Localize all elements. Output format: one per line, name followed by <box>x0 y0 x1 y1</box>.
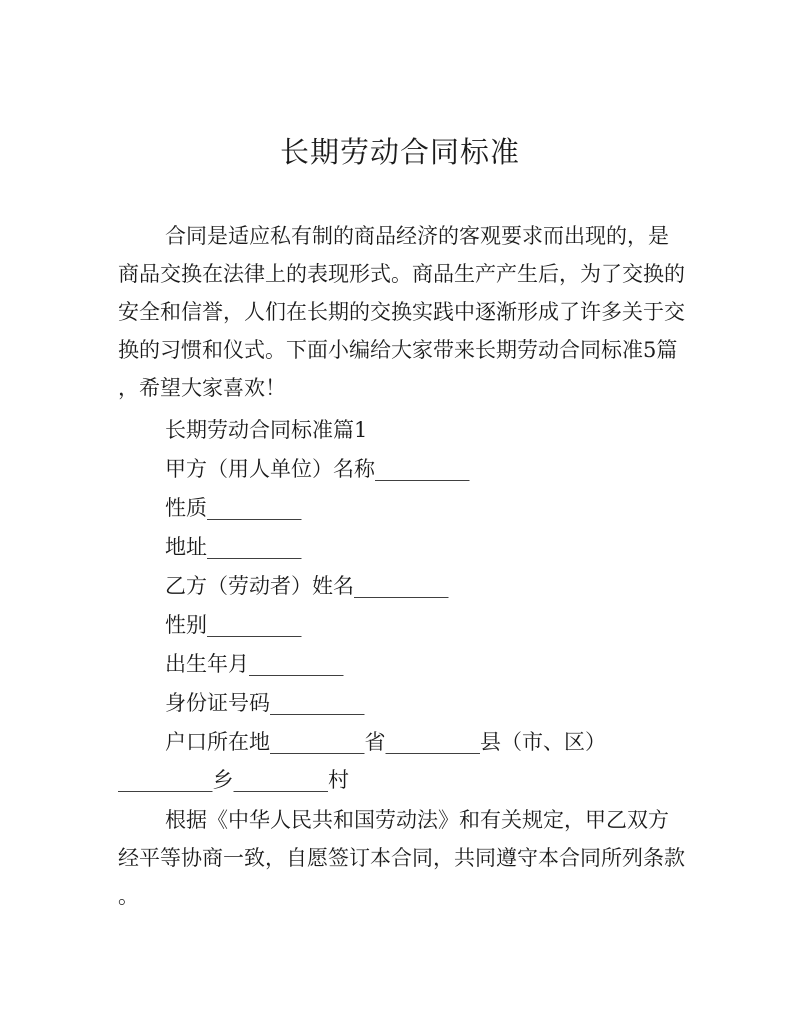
field-nature: 性质_________ <box>165 496 302 520</box>
document-title: 长期劳动合同标准 <box>279 135 520 169</box>
field-household-line-2: _________乡_________村 <box>118 768 349 792</box>
field-birth-date: 出生年月_________ <box>165 652 344 676</box>
closing-line-3: 。 <box>118 884 139 908</box>
intro-line-3: 安全和信誉，人们在长期的交换实践中逐渐形成了许多关于交 <box>118 300 685 324</box>
intro-line-4: 换的习惯和仪式。下面小编给大家带来长期劳动合同标准5篇 <box>118 338 678 362</box>
field-employer-name: 甲方（用人单位）名称_________ <box>165 457 470 481</box>
field-gender: 性别_________ <box>165 613 302 637</box>
field-employee-name: 乙方（劳动者）姓名_________ <box>165 574 449 598</box>
field-address: 地址_________ <box>165 535 302 559</box>
section-heading: 长期劳动合同标准篇1 <box>165 418 368 442</box>
closing-line-2: 经平等协商一致，自愿签订本合同，共同遵守本合同所列条款 <box>118 846 685 870</box>
field-id-number: 身份证号码_________ <box>165 691 365 715</box>
closing-line-1: 根据《中华人民共和国劳动法》和有关规定，甲乙双方 <box>165 808 669 832</box>
intro-line-2: 商品交换在法律上的表现形式。商品生产产生后，为了交换的 <box>118 262 685 286</box>
intro-line-1: 合同是适应私有制的商品经济的客观要求而出现的，是 <box>165 224 669 248</box>
intro-line-5: ，希望大家喜欢！ <box>118 376 286 400</box>
field-household-line-1: 户口所在地_________省_________县（市、区） <box>165 730 606 754</box>
